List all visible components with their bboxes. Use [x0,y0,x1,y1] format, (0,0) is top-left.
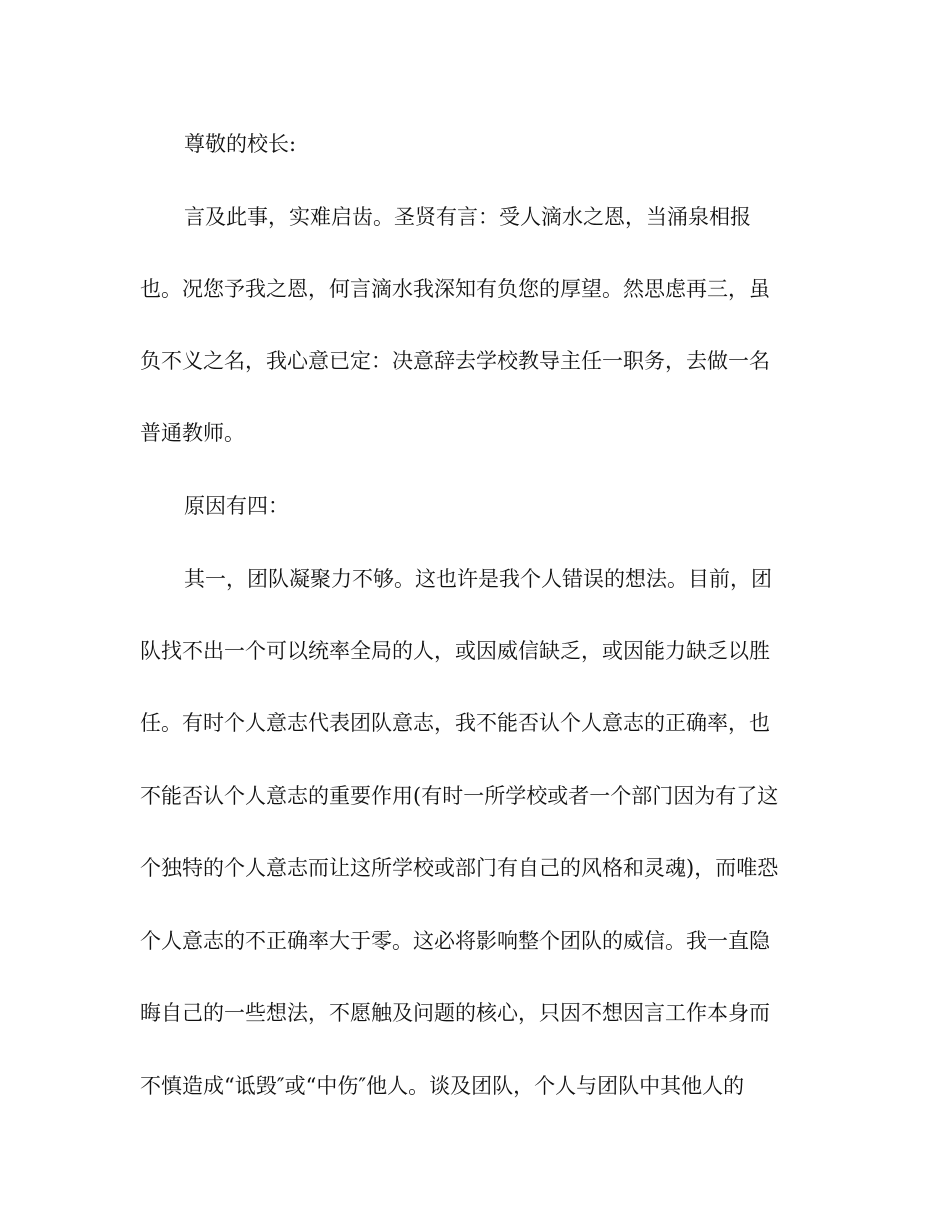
paragraph-line: 也。况您予我之恩，何言滴水我深知有负您的厚望。然思虑再三，虽 [140,277,770,301]
paragraph-line: 原因有四： [184,494,289,518]
paragraph-line: 普通教师。 [140,421,245,445]
paragraph-line: 负不义之名，我心意已定：决意辞去学校教导主任一职务，去做一名 [140,349,770,373]
paragraph-line: 言及此事，实难启齿。圣贤有言：受人滴水之恩，当涌泉相报 [184,205,751,229]
paragraph-line: 晦自己的一些想法，不愿触及问题的核心，只因不想因言工作本身而 [140,1001,770,1025]
paragraph-line: 不慎造成“诋毁″或“中伤″他人。谈及团队，个人与团队中其他人的 [140,1074,745,1098]
paragraph-line: 其一，团队凝聚力不够。这也许是我个人错误的想法。目前，团 [184,567,772,591]
paragraph-line: 不能否认个人意志的重要作用(有时一所学校或者一个部门因为有了这 [140,784,779,808]
paragraph-line: 队找不出一个可以统率全局的人，或因威信缺乏，或因能力缺乏以胜 [140,639,770,663]
paragraph-line: 任。有时个人意志代表团队意志，我不能否认个人意志的正确率，也 [140,711,770,735]
salutation-line: 尊敬的校长: [184,132,297,156]
paragraph-line: 个独特的个人意志而让这所学校或部门有自己的风格和灵魂)，而唯恐 [140,856,779,880]
paragraph-line: 个人意志的不正确率大于零。这必将影响整个团队的威信。我一直隐 [140,929,770,953]
